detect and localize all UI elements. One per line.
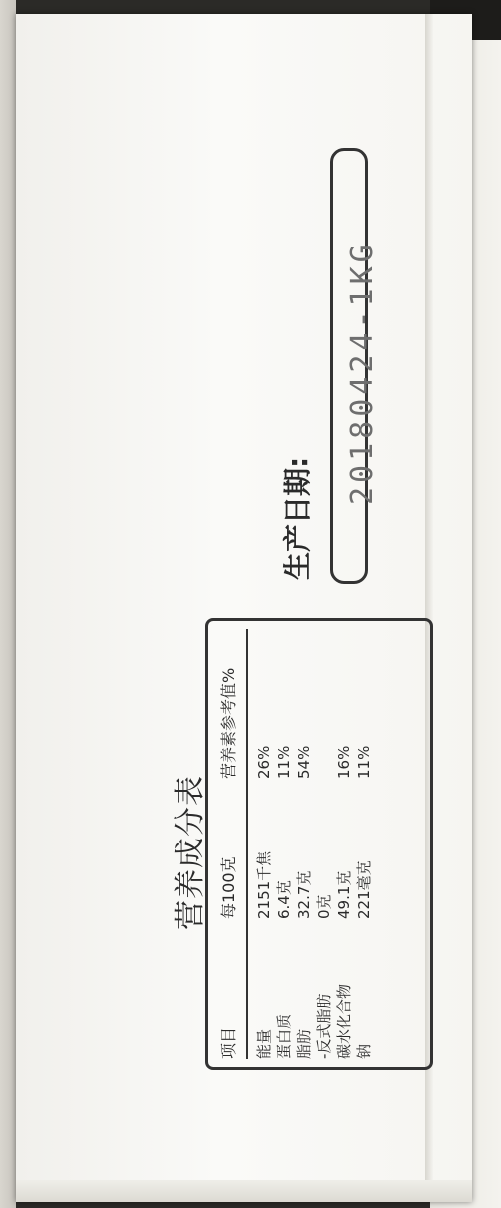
table-row (354, 629, 374, 1059)
row-nrv (314, 629, 334, 809)
table-row (294, 629, 314, 1059)
row-nrv: 11% (275, 745, 293, 779)
box-bottom-edge (16, 1180, 472, 1202)
row-nrv: 16% (335, 745, 353, 779)
row-nrv: 54% (295, 745, 313, 779)
row-per100: 221毫克 (355, 860, 373, 919)
row-per100: 32.7克 (295, 870, 313, 919)
row-item: 能量 (255, 1028, 273, 1059)
row-item: 脂肪 (295, 1028, 313, 1059)
header-per100: 每100克 (218, 856, 238, 919)
nutrition-table (205, 618, 433, 1070)
row-item: -反式脂肪 (315, 993, 333, 1059)
row-item: 钠 (355, 1043, 373, 1059)
nutrition-header-row (208, 629, 248, 1059)
table-row (334, 629, 354, 1059)
row-nrv: 26% (255, 745, 273, 779)
nutrition-title: 营养成分表 (173, 775, 208, 930)
production-date-value: 20180424-1KG (345, 240, 380, 505)
row-item: 碳水化合物 (335, 983, 353, 1059)
header-item: 项目 (218, 1026, 238, 1059)
production-date-label: 生产日期: (281, 456, 314, 580)
row-per100: 49.1克 (335, 870, 353, 919)
row-per100: 0克 (315, 894, 333, 919)
table-row (254, 629, 274, 1059)
row-item: 蛋白质 (275, 1013, 293, 1059)
row-per100: 6.4克 (275, 880, 293, 919)
nutrition-panel (165, 667, 433, 1070)
row-nrv: 11% (355, 745, 373, 779)
row-per100: 2151千焦 (255, 850, 273, 919)
table-row (274, 629, 294, 1059)
adjacent-box-left (0, 0, 16, 1208)
header-nrv: 营养素参考值% (218, 667, 238, 779)
table-row (314, 629, 334, 1059)
